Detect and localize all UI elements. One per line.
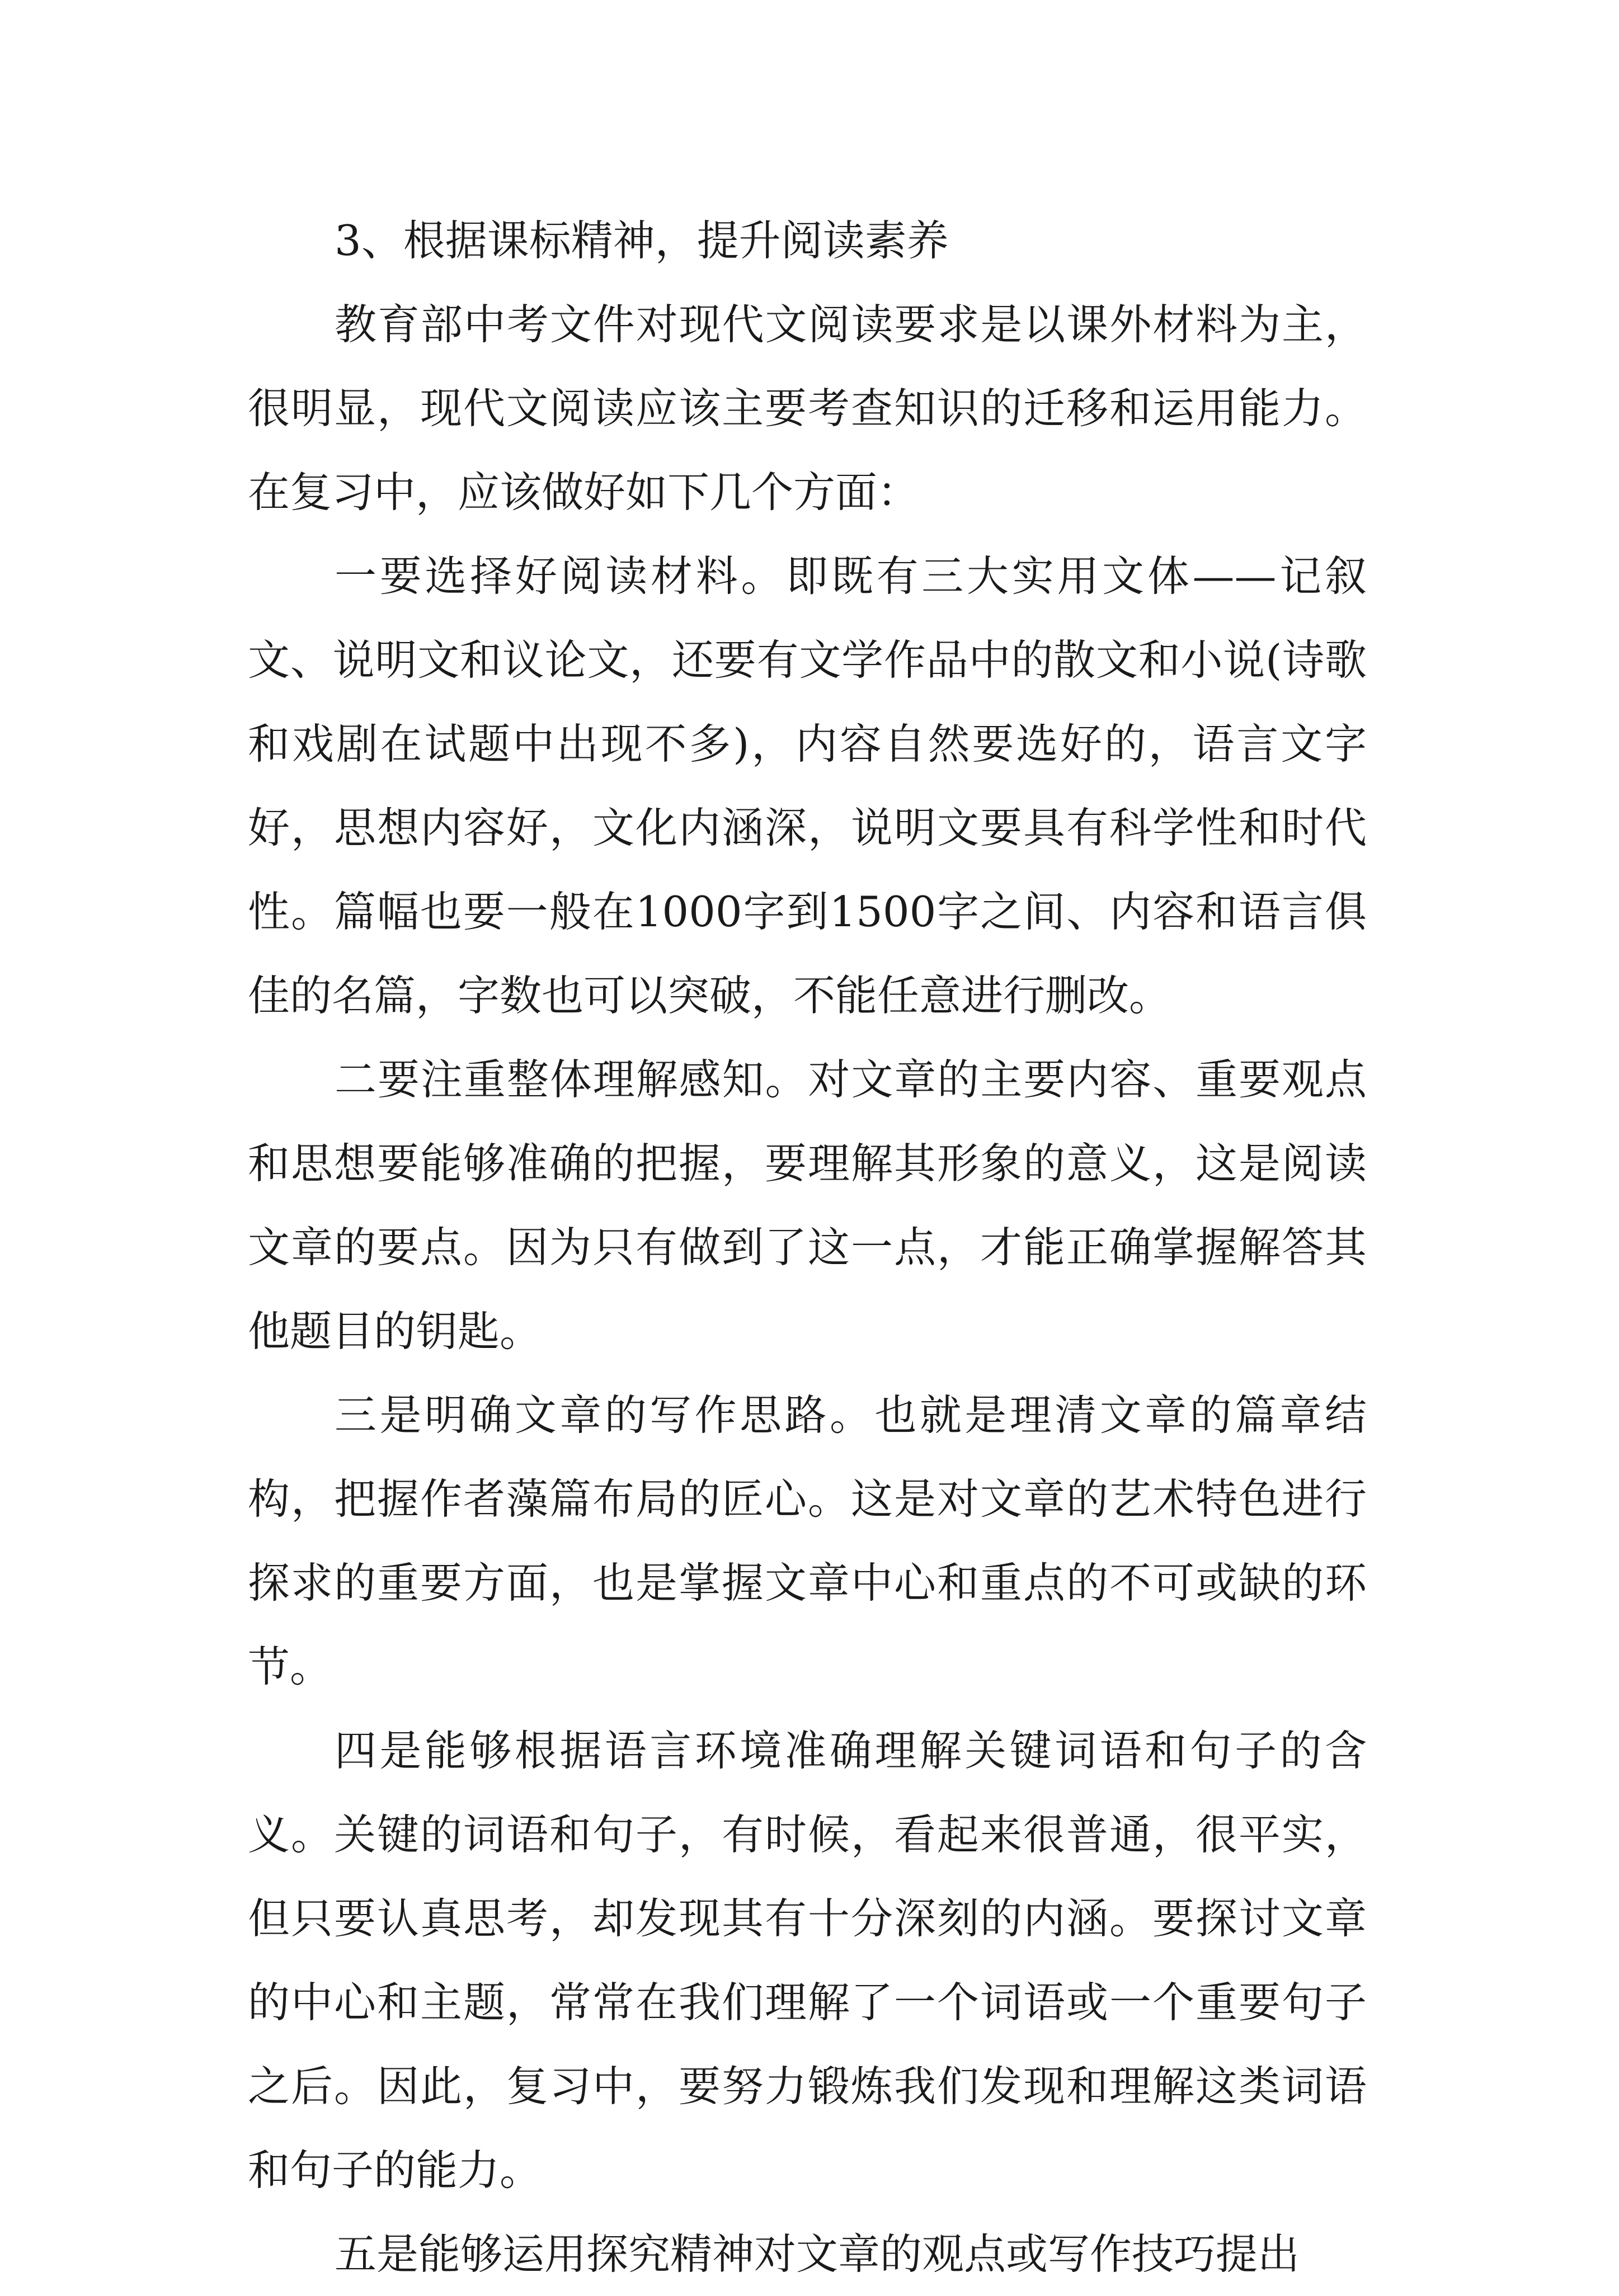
paragraph-point-1: 一要选择好阅读材料。即既有三大实用文体——记叙文、说明文和议论文，还要有文学作品中的散文和小说(诗歌和戏剧在试题中出现不多)，内容自然要选好的，语言文字好，思想内容好，文化内涵深，说明文要具有科学性和时代性。篇幅也要一般在1000字到1500字之间、内容和语言俱佳的名篇，字数也可以突破，不能任意进行删改。 (248, 551, 1367, 1020)
document-body (248, 199, 1367, 2296)
paragraph-point-2: 二要注重整体理解感知。对文章的主要内容、重要观点和思想要能够准确的把握，要理解其形象的意义，这是阅读文章的要点。因为只有做到了这一点，才能正确掌握解答其他题目的钥匙。 (248, 1055, 1367, 1356)
paragraph-point-4: 四是能够根据语言环境准确理解关键词语和句子的含义。关键的词语和句子，有时候，看起来很普通，很平实，但只要认真思考，却发现其有十分深刻的内涵。要探讨文章的中心和主题，常常在我们理解了一个词语或一个重要句子之后。因此，复习中，要努力锻炼我们发现和理解这类词语和句子的能力。 (248, 1726, 1367, 2195)
paragraph-point-3: 三是明确文章的写作思路。也就是理清文章的篇章结构，把握作者藻篇布局的匠心。这是对文章的艺术特色进行探求的重要方面，也是掌握文章中心和重点的不可或缺的环节。 (248, 1390, 1367, 1691)
paragraph-intro: 教育部中考文件对现代文阅读要求是以课外材料为主，很明显，现代文阅读应该主要考查知识的迁移和运用能力。在复习中，应该做好如下几个方面： (248, 300, 1367, 517)
paragraph-point-5: 五是能够运用探究精神对文章的观点或写作技巧提出 (335, 2229, 1300, 2279)
section-heading: 3、根据课标精神，提升阅读素养 (335, 216, 949, 265)
